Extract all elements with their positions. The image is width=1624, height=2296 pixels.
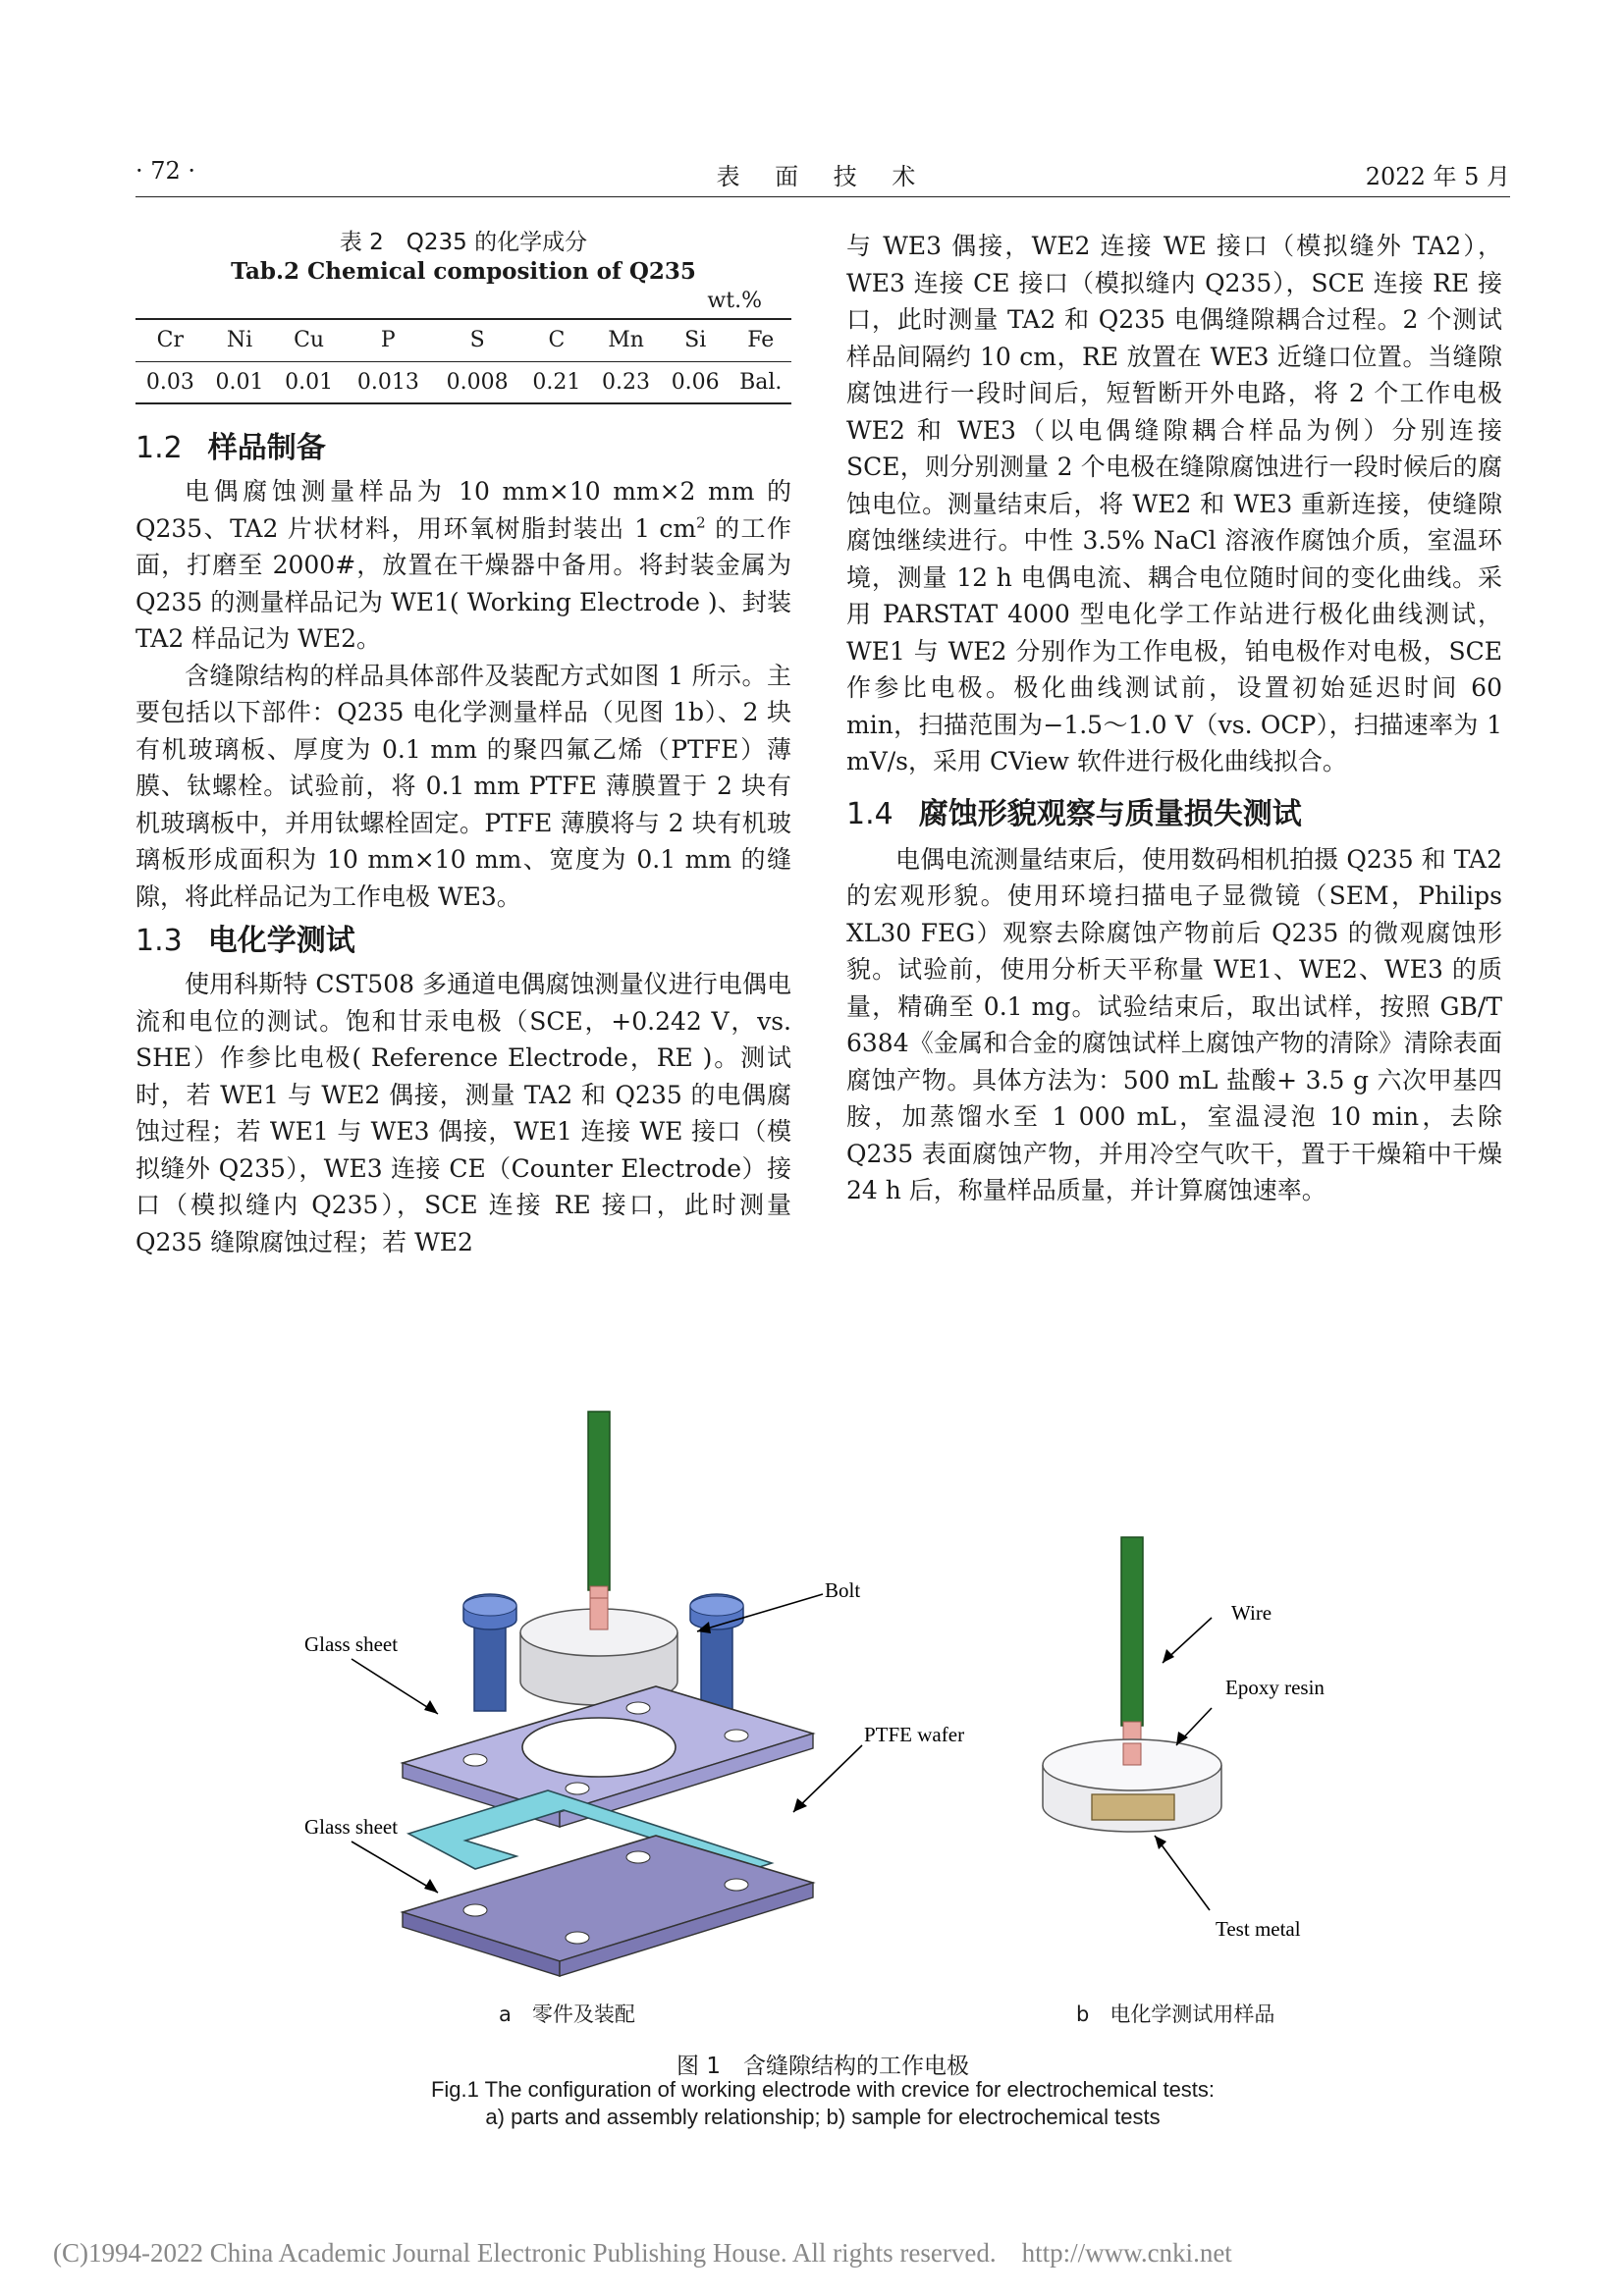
copyright-text: (C)1994-2022 China Academic Journal Electronic Publishing House. All rights reserved. [53, 2238, 997, 2268]
table-cell: Bal. [731, 361, 792, 403]
section-number: 1.2 [135, 431, 183, 465]
bolt-right-top [690, 1596, 743, 1616]
arrow-glass-top [352, 1659, 438, 1714]
arrow-head-glass-top [424, 1700, 438, 1714]
figure-caption-en-line1: Fig.1 The configuration of working electrode with crevice for electrochemical tests: [430, 2077, 1216, 2102]
footer-url: http://www.cnki.net [1021, 2238, 1232, 2268]
label-ptfe-wafer: PTFE wafer [864, 1723, 965, 1746]
table-cell: 0.01 [205, 361, 275, 403]
arrow-glass-bottom [352, 1842, 438, 1893]
arrow-head-test-metal [1155, 1836, 1166, 1849]
glass-top-bolt-hole-2 [566, 1783, 589, 1794]
superscript: 2 [696, 513, 706, 532]
label-epoxy-resin: Epoxy resin [1225, 1676, 1325, 1699]
table-cell: 0.01 [274, 361, 344, 403]
wire-green [588, 1412, 610, 1590]
table2-unit: wt.% [707, 289, 762, 313]
table2-title-en: Tab.2 Chemical composition of Q235 [231, 258, 696, 285]
paragraph-corrosion-observation: 电偶电流测量结束后，使用数码相机拍摄 Q235 和 TA2 的宏观形貌。使用环境扫描电子显微镜（SEM，Philips XL30 FEG）观察去除腐蚀产物前后 Q235 的微观腐蚀形貌。试验前，使用分析天平称量 WE1、WE2、WE3 的质量，精确至 0.1 mg。试验结束后，取出试样，按照 GB/T 6384《金属和合金的腐蚀试样上腐蚀产物的清除》清除表面腐蚀产物。具体方法为：500 mL 盐酸+ 3.5 g 六次甲基四胺，加蒸馏水至 1 000 mL，室温浸泡 10 min，去除 Q235 表面腐蚀产物，并用冷空气吹干，置于干燥箱中干燥 24 h 后，称量样品质量，并计算腐蚀速率。 [846, 844, 1502, 1204]
arrow-ptfe [793, 1745, 862, 1812]
wire-b-green [1121, 1537, 1143, 1726]
paragraph-electrochem-2: 与 WE3 偶接，WE2 连接 WE 接口（模拟缝外 TA2），WE3 连接 CE 接口（模拟缝内 Q235），SCE 连接 RE 接口，此时测量 TA2 和 Q235 电偶缝隙耦合过程。2 个测试样品间隔约 10 cm，RE 放置在 WE3 近缝口位置。当缝隙腐蚀进行一段时间后，短暂断开外电路，将 2 个工作电极 WE2 和 WE3（以电偶缝隙耦合样品为例）分别连接 SCE，则分别测量 2 个电极在缝隙腐蚀进行一段时候后的腐蚀电位。测量结束后，将 WE2 和 WE3 重新连接，使缝隙腐蚀继续进行。中性 3.5% NaCl 溶液作腐蚀介质，室温环境，测量 12 h 电偶电流、耦合电位随时间的变化曲线。采用 PARSTAT 4000 型电化学工作站进行极化曲线测试，WE1 与 WE2 分别作为工作电极，铂电极作对电极，SCE 作参比电极。极化曲线测试前，设置初始延迟时间 60 min，扫描范围为−1.5～1.0 V（vs. OCP），扫描速率为 1 mV/s，采用 CView 软件进行极化曲线拟合。 [846, 232, 1502, 775]
bolt-right-shaft [701, 1623, 732, 1711]
figure-1 [135, 1402, 1510, 2089]
subfigure-b-label: b 电化学测试用样品 [1076, 2002, 1275, 2026]
section-title: 电化学测试 [207, 924, 355, 958]
figure-caption-cn: 图 1 含缝隙结构的工作电极 [677, 2054, 969, 2079]
section-title: 腐蚀形貌观察与质量损失测试 [918, 796, 1302, 831]
table-header-cell: P [344, 319, 433, 361]
table-header-cell: Cu [274, 319, 344, 361]
section-heading-1-3 [135, 921, 791, 962]
bolt-left-shaft [474, 1623, 506, 1711]
table-cell: 0.008 [433, 361, 522, 403]
section-title: 样品制备 [207, 431, 326, 465]
arrow-test-metal [1155, 1836, 1210, 1910]
page-number: · 72 · [135, 157, 196, 185]
section-number: 1.3 [135, 924, 183, 958]
table-cell: 0.013 [344, 361, 433, 403]
arrow-head-glass-bottom [424, 1879, 438, 1893]
label-glass-sheet-bottom: Glass sheet [304, 1815, 399, 1839]
table-cell: 0.23 [591, 361, 661, 403]
label-bolt: Bolt [825, 1578, 861, 1602]
subfigure-a-label: a 零件及装配 [499, 2002, 635, 2026]
right-column [846, 228, 1502, 1209]
test-metal-face [1092, 1794, 1174, 1820]
table-header-cell: Si [661, 319, 731, 361]
label-wire: Wire [1231, 1601, 1272, 1625]
glass-top-bolt-hole-3 [626, 1702, 650, 1714]
figure-1-diagram [135, 1402, 1510, 2050]
label-test-metal: Test metal [1216, 1917, 1301, 1941]
figure-caption-en-line2: a) parts and assembly relationship; b) sample for electrochemical tests [485, 2105, 1161, 2129]
table-cell: 0.03 [135, 361, 205, 403]
header-rule [135, 196, 1510, 197]
table-header-cell: Fe [731, 319, 792, 361]
paragraph-electrochem-1: 使用科斯特 CST508 多通道电偶腐蚀测量仪进行电偶电流和电位的测试。饱和甘汞电极（SCE，+0.242 V，vs. SHE）作参比电极( Reference Electrode，RE )。测试时，若 WE1 与 WE2 偶接，测量 TA2 和 Q235 的电偶腐蚀过程；若 WE1 与 WE3 偶接，WE1 连接 WE 接口（模拟缝外 Q235），WE3 连接 CE（Counter Electrode）接口（模拟缝内 Q235），SCE 连接 RE 接口，此时测量 Q235 缝隙腐蚀过程；若 WE2 [135, 970, 791, 1256]
glass-bottom-bolt-hole-4 [725, 1879, 748, 1891]
text-run: 电偶腐蚀测量样品为 10 mm×10 mm×2 mm 的 Q235、TA2 片状材料，用环氧树脂封装出 1 cm [135, 477, 791, 543]
paragraph-sample-prep-2: 含缝隙结构的样品具体部件及装配方式如图 1 所示。主要包括以下部件：Q235 电化学测量样品（见图 1b）、2 块有机玻璃板、厚度为 0.1 mm 的聚四氟乙烯（PTFE）薄膜、钛螺栓。试验前，将 0.1 mm PTFE 薄膜置于 2 块有机玻璃板中，并用钛螺栓固定。PTFE 薄膜将与 2 块有机玻璃板形成面积为 10 mm×10 mm、宽度为 0.1 mm 的缝隙，将此样品记为工作电极 WE3。 [135, 661, 791, 911]
table-cell: 0.06 [661, 361, 731, 403]
glass-bottom-bolt-hole-1 [463, 1904, 487, 1916]
arrow-head-wire [1163, 1649, 1174, 1663]
table-header-cell: Ni [205, 319, 275, 361]
glass-top-bolt-hole-1 [463, 1754, 487, 1766]
glass-bottom-bolt-hole-3 [626, 1851, 650, 1863]
table-header-cell: S [433, 319, 522, 361]
section-heading-1-4 [846, 794, 1502, 835]
table-cell: 0.21 [522, 361, 592, 403]
table-header-cell: Cr [135, 319, 205, 361]
text-run: 的工作面，打磨至 2000#，放置在干燥器中备用。将封装金属为 Q235 的测量样品记为 WE1( Working Electrode )、封装 TA2 样品记为 WE2。 [135, 513, 792, 653]
section-heading-1-2 [135, 428, 791, 469]
section-number: 1.4 [846, 796, 893, 831]
bolt-left-top [463, 1596, 516, 1616]
wire-copper-stub [590, 1598, 608, 1629]
table-header-cell: C [522, 319, 592, 361]
table2-title-cn: 表 2 Q235 的化学成分 [339, 230, 588, 255]
table-header-cell: Mn [591, 319, 661, 361]
glass-top-bolt-hole-4 [725, 1730, 748, 1741]
journal-name: 表 面 技 术 [716, 163, 930, 190]
issue-date: 2022 年 5 月 [1365, 163, 1510, 190]
label-glass-sheet-top: Glass sheet [304, 1632, 399, 1656]
glass-sheet-hole [522, 1718, 676, 1777]
left-column [135, 228, 791, 1260]
copyright-footer [53, 2238, 1232, 2269]
running-header [135, 157, 1510, 190]
table-header-row [135, 319, 791, 361]
paragraph-sample-prep-1 [135, 473, 791, 658]
wire-b-copper-stub [1123, 1743, 1141, 1765]
table-row [135, 361, 791, 403]
glass-bottom-bolt-hole-2 [566, 1932, 589, 1944]
composition-table [135, 318, 791, 404]
